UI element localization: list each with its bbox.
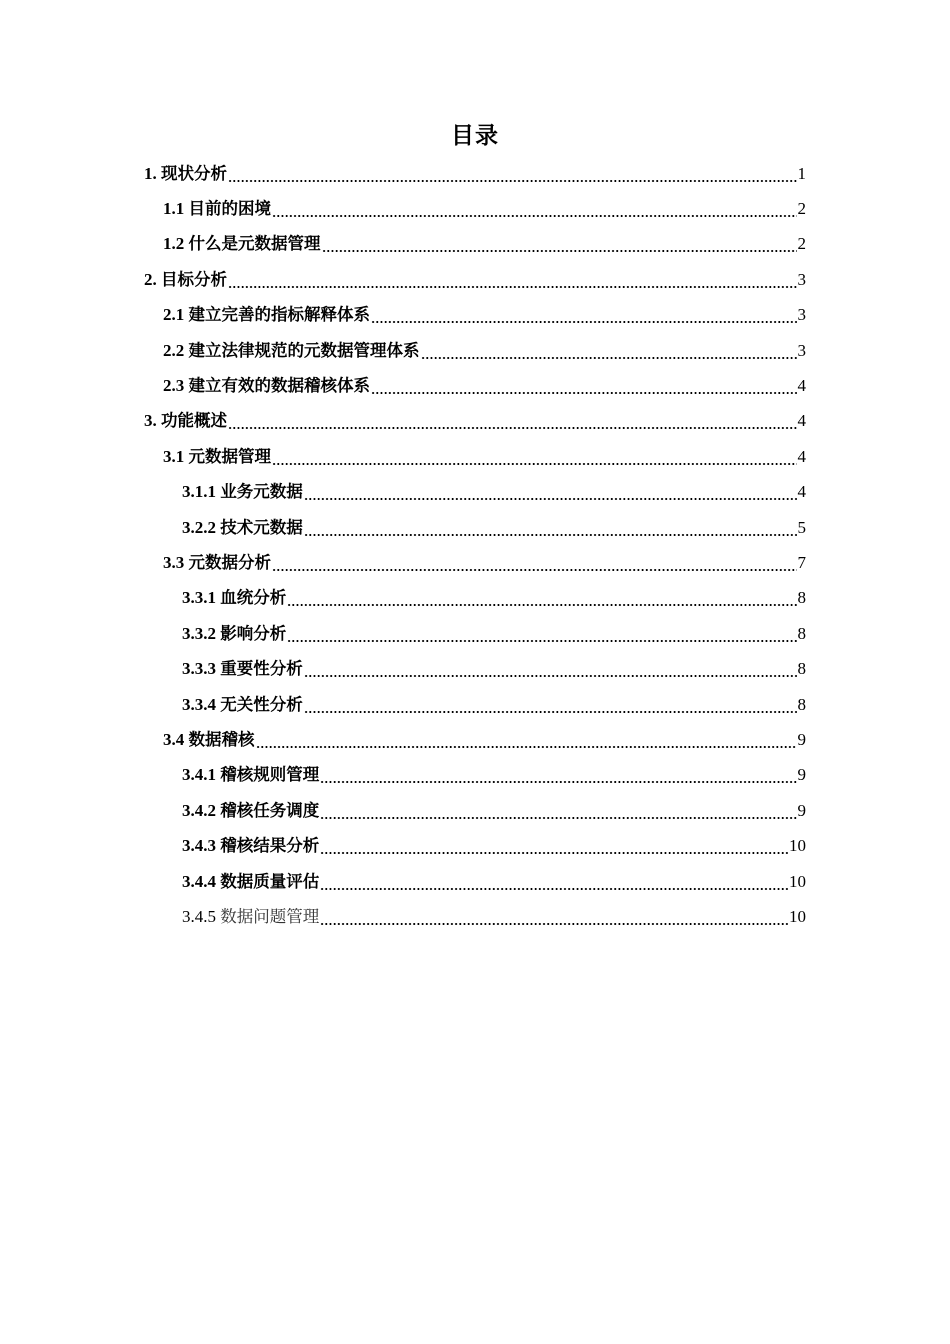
toc-entry-title: 无关性分析 xyxy=(220,694,303,714)
toc-entry-title: 血统分析 xyxy=(220,588,287,608)
toc-entry-title: 功能概述 xyxy=(161,411,227,431)
toc-entry-title: 建立完善的指标解释体系 xyxy=(188,305,370,325)
toc-dot-leader xyxy=(320,872,788,892)
toc-entry-number: 3.4.1 xyxy=(182,765,221,785)
toc-entry-title: 稽核结果分析 xyxy=(220,836,320,856)
toc-entry[interactable] xyxy=(0,262,950,297)
toc-entry-title: 数据稽核 xyxy=(188,729,255,749)
toc-dot-leader xyxy=(421,341,797,361)
toc-entry[interactable] xyxy=(0,581,950,616)
toc-page-number: 8 xyxy=(797,659,806,679)
toc-dot-leader xyxy=(320,765,796,785)
toc-entry[interactable] xyxy=(0,758,950,793)
toc-page-number: 9 xyxy=(797,765,806,785)
toc-entry[interactable] xyxy=(0,510,950,545)
table-of-contents xyxy=(0,156,950,935)
toc-page-number: 1 xyxy=(797,163,806,183)
toc-entry-title: 什么是元数据管理 xyxy=(188,234,321,254)
toc-entry-number: 3. xyxy=(144,411,161,431)
toc-entry-number: 3.4.5 xyxy=(182,906,221,926)
toc-dot-leader xyxy=(304,695,797,715)
toc-entry[interactable] xyxy=(0,298,950,333)
toc-dot-leader xyxy=(256,730,797,750)
toc-entry-number: 2.3 xyxy=(163,376,189,396)
toc-entry[interactable] xyxy=(0,722,950,757)
toc-entry[interactable] xyxy=(0,687,950,722)
toc-page-number: 3 xyxy=(797,305,806,325)
page-title: 目录 xyxy=(451,123,499,148)
toc-entry-number: 3.2.2 xyxy=(182,517,221,537)
toc-page-number: 2 xyxy=(797,199,806,219)
toc-page-number: 8 xyxy=(797,623,806,643)
toc-entry-number: 3.3.3 xyxy=(182,659,221,679)
toc-entry[interactable] xyxy=(0,227,950,262)
toc-entry-number: 3.3.4 xyxy=(182,694,221,714)
toc-dot-leader xyxy=(228,164,797,184)
toc-dot-leader xyxy=(320,836,788,856)
toc-entry-title: 建立有效的数据稽核体系 xyxy=(188,376,370,396)
toc-dot-leader xyxy=(304,482,797,502)
toc-dot-leader xyxy=(287,588,796,608)
toc-page-number: 5 xyxy=(797,517,806,537)
toc-entry-number: 3.3.1 xyxy=(182,588,221,608)
toc-entry-title: 业务元数据 xyxy=(220,482,303,502)
toc-dot-leader xyxy=(304,659,797,679)
toc-page-number: 10 xyxy=(789,836,806,856)
toc-page-number: 2 xyxy=(797,234,806,254)
toc-page-number: 4 xyxy=(797,446,806,466)
toc-entry-number: 3.4.3 xyxy=(182,836,221,856)
toc-dot-leader xyxy=(272,553,797,573)
toc-entry[interactable] xyxy=(0,828,950,863)
toc-entry-number: 2.1 xyxy=(163,305,189,325)
toc-entry[interactable] xyxy=(0,368,950,403)
toc-entry-number: 3.1.1 xyxy=(182,482,221,502)
toc-entry[interactable] xyxy=(0,439,950,474)
toc-entry[interactable] xyxy=(0,404,950,439)
toc-entry[interactable] xyxy=(0,616,950,651)
toc-page-number: 4 xyxy=(797,376,806,396)
toc-entry-title: 元数据分析 xyxy=(188,552,271,572)
toc-dot-leader xyxy=(322,234,797,254)
toc-page-number: 3 xyxy=(797,340,806,360)
toc-dot-leader xyxy=(371,305,797,325)
toc-entry-title: 目前的困境 xyxy=(188,199,271,219)
toc-page-number: 9 xyxy=(797,800,806,820)
toc-dot-leader xyxy=(228,270,797,290)
toc-entry[interactable] xyxy=(0,899,950,934)
toc-entry-title: 数据问题管理 xyxy=(220,906,320,926)
toc-dot-leader xyxy=(320,801,796,821)
toc-entry[interactable] xyxy=(0,545,950,580)
toc-entry-number: 1.2 xyxy=(163,234,189,254)
toc-entry[interactable] xyxy=(0,864,950,899)
toc-entry-title: 重要性分析 xyxy=(220,659,303,679)
toc-entry-number: 1. xyxy=(144,163,161,183)
toc-dot-leader xyxy=(228,411,797,431)
toc-entry[interactable] xyxy=(0,793,950,828)
toc-entry-number: 3.3.2 xyxy=(182,623,221,643)
toc-entry-title: 目标分析 xyxy=(161,269,227,289)
toc-page-number: 9 xyxy=(797,729,806,749)
toc-entry-title: 元数据管理 xyxy=(188,446,271,466)
toc-entry[interactable] xyxy=(0,191,950,226)
toc-page-number: 8 xyxy=(797,588,806,608)
toc-entry-title: 稽核规则管理 xyxy=(220,765,320,785)
toc-page-number: 4 xyxy=(797,482,806,502)
toc-entry-number: 1.1 xyxy=(163,199,189,219)
toc-entry[interactable] xyxy=(0,156,950,191)
toc-entry-number: 3.4.4 xyxy=(182,871,221,891)
toc-dot-leader xyxy=(304,518,797,538)
toc-entry-number: 3.4 xyxy=(163,729,189,749)
toc-entry-number: 2.2 xyxy=(163,340,189,360)
toc-entry-number: 3.1 xyxy=(163,446,189,466)
toc-page-number: 10 xyxy=(789,871,806,891)
toc-entry-title: 建立法律规范的元数据管理体系 xyxy=(188,340,420,360)
toc-entry[interactable] xyxy=(0,651,950,686)
toc-dot-leader xyxy=(287,624,796,644)
toc-entry[interactable] xyxy=(0,333,950,368)
toc-entry-title: 数据质量评估 xyxy=(220,871,320,891)
toc-dot-leader xyxy=(371,376,797,396)
toc-page-number: 10 xyxy=(789,906,806,926)
toc-entry-number: 2. xyxy=(144,269,161,289)
toc-dot-leader xyxy=(320,907,788,927)
toc-entry-title: 稽核任务调度 xyxy=(220,800,320,820)
toc-entry-number: 3.3 xyxy=(163,552,189,572)
toc-page-number: 8 xyxy=(797,694,806,714)
toc-dot-leader xyxy=(272,447,797,467)
toc-dot-leader xyxy=(272,199,797,219)
toc-entry-title: 现状分析 xyxy=(161,163,227,183)
toc-page-number: 4 xyxy=(797,411,806,431)
toc-entry-number: 3.4.2 xyxy=(182,800,221,820)
toc-entry-title: 技术元数据 xyxy=(220,517,303,537)
toc-entry-title: 影响分析 xyxy=(220,623,287,643)
toc-page-number: 3 xyxy=(797,269,806,289)
toc-page-number: 7 xyxy=(797,552,806,572)
toc-entry[interactable] xyxy=(0,475,950,510)
